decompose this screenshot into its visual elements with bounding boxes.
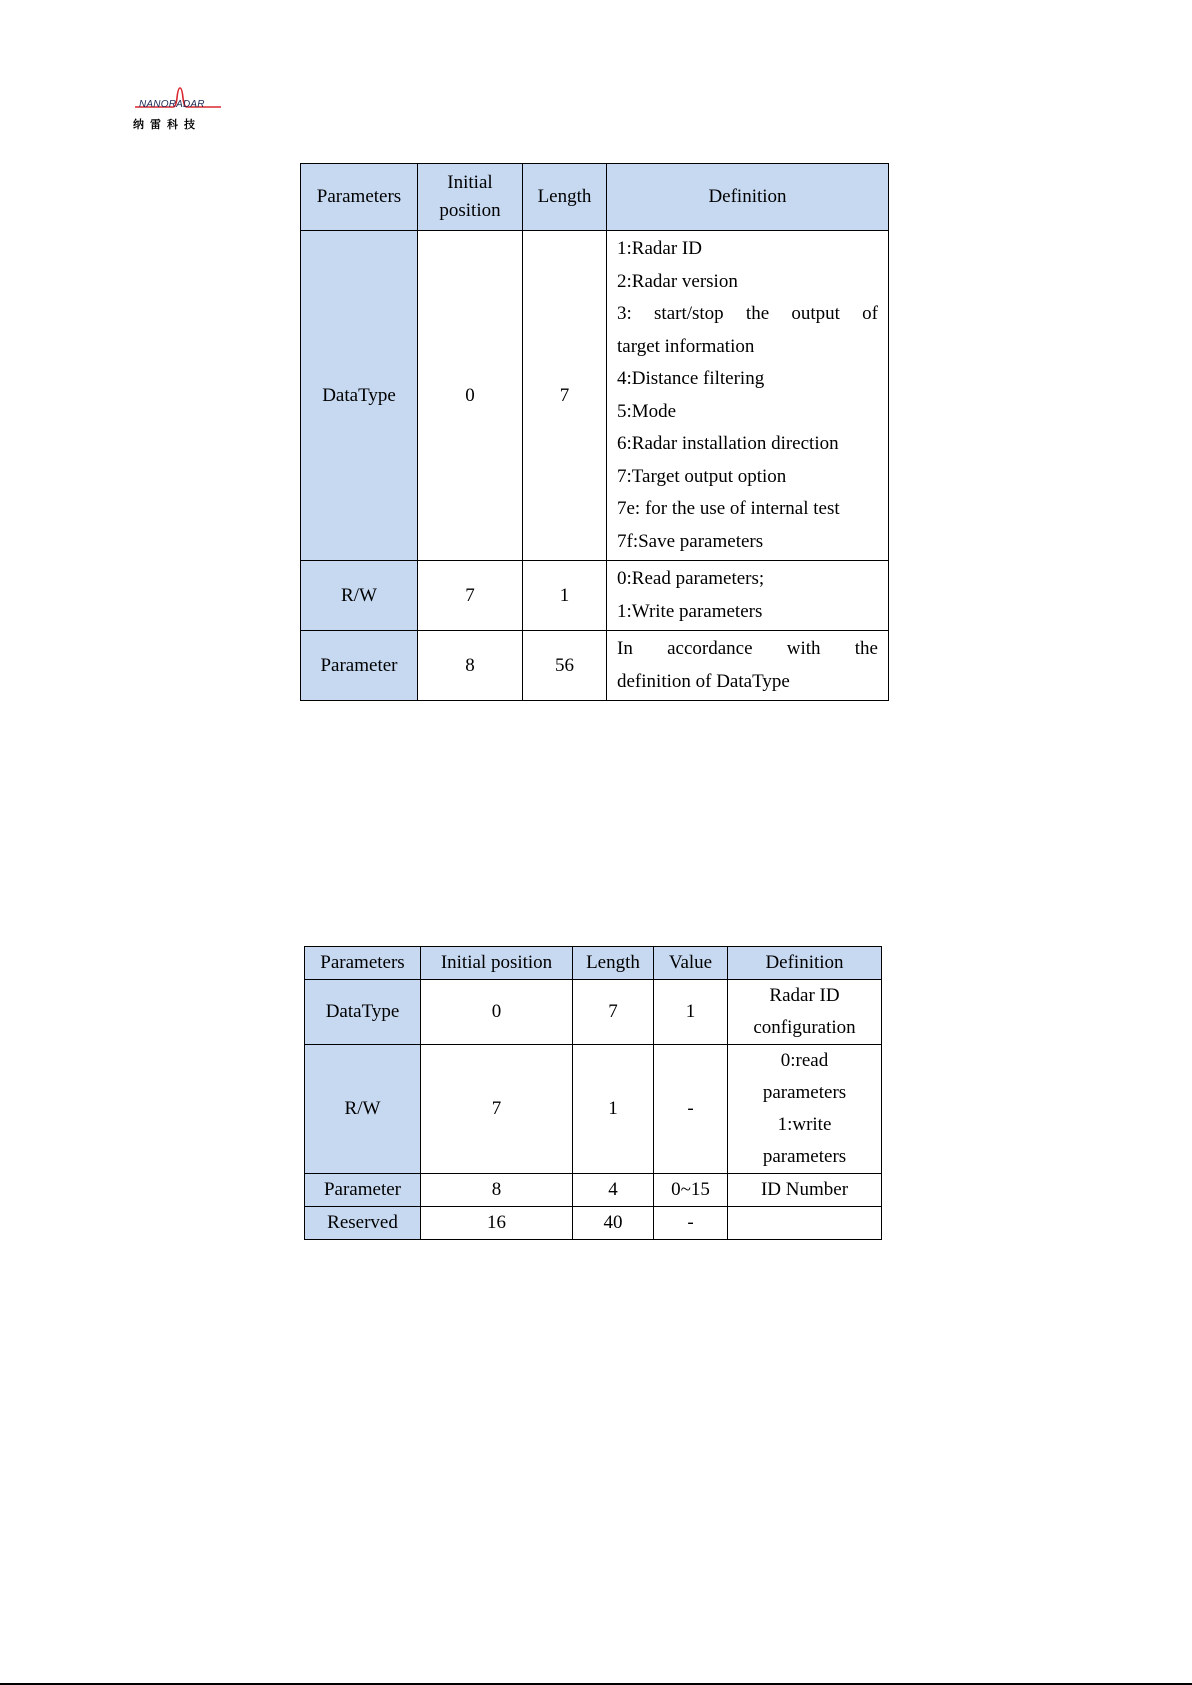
cell-definition bbox=[607, 561, 889, 631]
definition-line: 5:Mode bbox=[617, 400, 677, 422]
cell-length: 4 bbox=[573, 1174, 654, 1207]
cell-initial-position: 0 bbox=[418, 231, 523, 561]
header-initial-line2: position bbox=[439, 200, 501, 221]
header-parameters: Parameters bbox=[305, 947, 421, 980]
definition-line: 7f:Save parameters bbox=[617, 530, 764, 552]
table-row bbox=[301, 631, 889, 701]
cell-parameter: R/W bbox=[305, 1045, 421, 1174]
definition-line: In accordance with the bbox=[617, 638, 878, 659]
definition-line: 7e: for the use of internal test bbox=[617, 498, 840, 519]
definition-line bbox=[734, 1207, 875, 1239]
definition-line: 6:Radar installation direction bbox=[617, 433, 839, 454]
cell-initial-position: 16 bbox=[421, 1207, 573, 1240]
cell-length: 1 bbox=[573, 1045, 654, 1174]
cell-initial-position: 8 bbox=[418, 631, 523, 701]
cell-value: 0~15 bbox=[654, 1174, 728, 1207]
definition-line: parameters bbox=[762, 1146, 847, 1167]
definition-line: configuration bbox=[753, 1017, 856, 1038]
table-header-row bbox=[305, 947, 882, 980]
table-row bbox=[305, 1174, 882, 1207]
cell-length: 56 bbox=[523, 631, 607, 701]
cell-parameter: R/W bbox=[301, 561, 418, 631]
table-row bbox=[301, 231, 889, 561]
cell-definition bbox=[728, 980, 882, 1045]
brand-chinese-name: 纳雷科技 bbox=[133, 118, 201, 131]
header-parameters: Parameters bbox=[301, 164, 418, 231]
cell-initial-position: 0 bbox=[421, 980, 573, 1045]
definition-line: 1:Write parameters bbox=[617, 600, 763, 622]
definition-line: 2:Radar version bbox=[617, 270, 738, 292]
cell-definition bbox=[728, 1174, 882, 1207]
cell-definition bbox=[607, 631, 889, 701]
definition-line: parameters bbox=[762, 1082, 847, 1103]
table-row bbox=[301, 561, 889, 631]
table-row bbox=[305, 1045, 882, 1174]
definition-line: definition of DataType bbox=[617, 670, 790, 692]
header-value: Value bbox=[654, 947, 728, 980]
cell-initial-position: 8 bbox=[421, 1174, 573, 1207]
definition-line: 0:Read parameters; bbox=[617, 568, 765, 589]
brand-name: NANORADAR bbox=[139, 99, 205, 110]
cell-length: 1 bbox=[523, 561, 607, 631]
definition-line: Radar ID bbox=[769, 985, 840, 1006]
definition-line: 1:Radar ID bbox=[617, 238, 702, 259]
cell-length: 7 bbox=[573, 980, 654, 1045]
definition-line: 7:Target output option bbox=[617, 465, 787, 487]
radar-id-config-table bbox=[304, 946, 882, 1240]
cell-initial-position: 7 bbox=[418, 561, 523, 631]
definition-line: 0:read bbox=[780, 1050, 829, 1071]
company-logo bbox=[133, 86, 223, 136]
cell-value: 1 bbox=[654, 980, 728, 1045]
header-initial-position: Initial position bbox=[421, 947, 573, 980]
header-length: Length bbox=[573, 947, 654, 980]
header-definition: Definition bbox=[728, 947, 882, 980]
table-header-row bbox=[301, 164, 889, 231]
definition-line: 3: start/stop the output of bbox=[617, 303, 878, 324]
header-length: Length bbox=[523, 164, 607, 231]
definition-line: 1:write bbox=[777, 1114, 832, 1135]
cell-parameter: DataType bbox=[305, 980, 421, 1045]
cell-parameter: Reserved bbox=[305, 1207, 421, 1240]
cell-parameter: Parameter bbox=[305, 1174, 421, 1207]
cell-value: - bbox=[654, 1045, 728, 1174]
header-initial-line1: Initial bbox=[447, 172, 493, 193]
table-row bbox=[305, 980, 882, 1045]
definition-line: 4:Distance filtering bbox=[617, 368, 765, 389]
cell-initial-position: 7 bbox=[421, 1045, 573, 1174]
definition-line: ID Number bbox=[760, 1179, 849, 1200]
cell-value: - bbox=[654, 1207, 728, 1240]
header-definition: Definition bbox=[607, 164, 889, 231]
table-row bbox=[305, 1207, 882, 1240]
cell-definition bbox=[607, 231, 889, 561]
cell-parameter: DataType bbox=[301, 231, 418, 561]
cell-definition bbox=[728, 1045, 882, 1174]
definition-line: target information bbox=[617, 335, 755, 357]
cell-length: 40 bbox=[573, 1207, 654, 1240]
cell-definition bbox=[728, 1207, 882, 1240]
cell-parameter: Parameter bbox=[301, 631, 418, 701]
cell-length: 7 bbox=[523, 231, 607, 561]
header-initial-position bbox=[418, 164, 523, 231]
datatype-definition-table bbox=[300, 163, 889, 701]
